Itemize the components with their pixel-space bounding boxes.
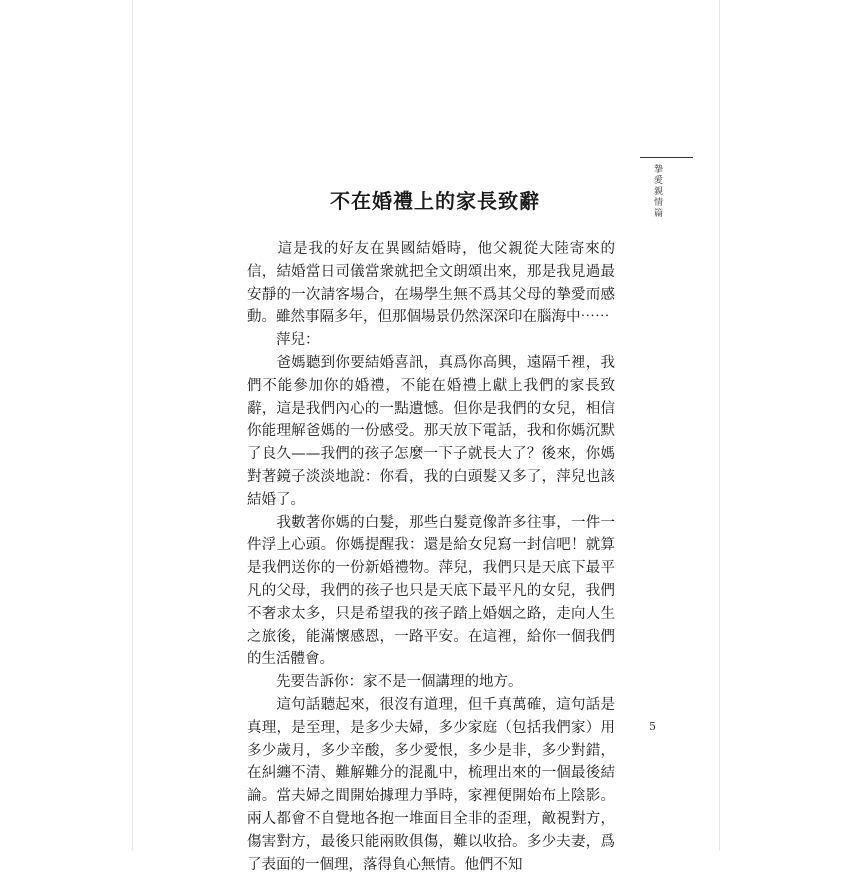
chapter-title: 不在婚禮上的家長致辭 (330, 189, 540, 213)
paragraph-intro: 這是我的好友在異國結婚時，他父親從大陸寄來的信，結婚當日司儀當衆就把全文朗頌出來，那是我見過最安靜的一次請客場合，在場學生無不爲其父母的摯愛而感動。雖然事隔多年，但那個場景仍然深深印在腦海中⋯⋯ (247, 241, 615, 326)
running-head: 摯愛親情篇 (652, 164, 662, 219)
paragraph: 我數著你媽的白髮，那些白髮竟像許多往事，一件一件浮上心頭。你媽提醒我：還是給女兒寫一封信吧！就算是我們送你的一份新婚禮物。萍兒，我們只是天底下最平凡的父母，我們的孩子也只是天底下最平凡的女兒，我們不奢求太多，只是希望我的孩子踏上婚姻之路，走向人生之旅後，能滿懷感恩，一路平安。在這裡，給你一個我們的生活體會。 (247, 514, 615, 668)
body-text (247, 238, 615, 876)
header-rule (640, 157, 693, 158)
page-number: 5 (649, 720, 656, 733)
paragraph: 這句話聽起來，很沒有道理，但千真萬確，這句話是真理，是至理，是多少夫婦，多少家庭（包括我們家）用多少歲月，多少辛酸，多少愛恨，多少是非，多少對錯，在糾纏不清、難解難分的混亂中，梳理出來的一個最後結論。當夫婦之間開始據理力爭時，家裡便開始布上陰影。兩人都會不自覺地各抱一堆面目全非的歪理，敵視對方，傷害對方，最後只能兩敗俱傷，難以收拾。多少夫妻，爲了表面的一個理，落得負心無情。他們不知 (247, 696, 615, 873)
paragraph: 爸媽聽到你要結婚喜訊，真爲你高興，遠隔千裡，我們不能參加你的婚禮，不能在婚禮上獻上我們的家長致辭，這是我們內心的一點遺憾。但你是我們的女兒，相信你能理解爸媽的一份感受。那天放下電話，我和你媽沉默了良久——我們的孩子怎麼一下子就長大了？後來，你媽對著鏡子淡淡地說：你看，我的白頭髮又多了，萍兒也該結婚了。 (247, 354, 615, 508)
paragraph-salutation: 萍兒： (247, 332, 320, 349)
paragraph: 先要告訴你：家不是一個講理的地方。 (247, 674, 523, 691)
